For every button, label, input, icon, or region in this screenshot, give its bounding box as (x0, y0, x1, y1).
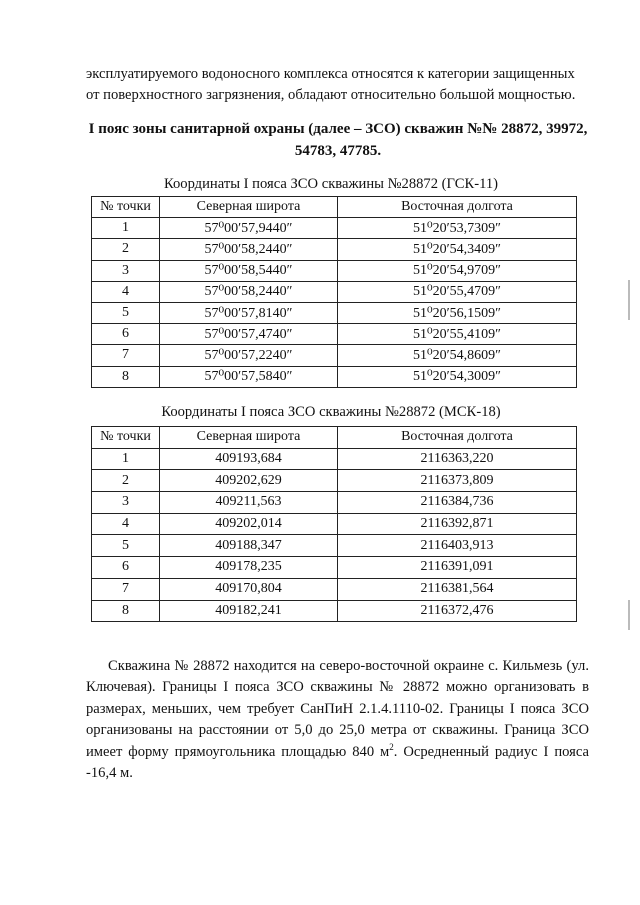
point-number-cell: 6 (92, 557, 160, 579)
longitude-cell: 51⁰20′54,3009″ (338, 366, 577, 387)
coordinates-table-msk18 (91, 426, 577, 622)
paragraph-text: Скважина № 28872 находится на северо-восточной окраине с. Кильмезь (ул. Ключевая). Границы I пояса ЗСО скважины № 28872 можно организовать в размерах, меньших, чем требует СанПиН 2.1.4.1110-02. Границы I пояса ЗСО организованы на расстоянии от 5,0 до 25,0 метра от скважины. Граница ЗСО имеет форму прямоугольника площадью 840 м (86, 658, 589, 760)
table-row (92, 260, 577, 281)
longitude-cell: 51⁰20′53,7309″ (338, 218, 577, 239)
latitude-cell: 57⁰00′57,2240″ (160, 345, 338, 366)
table-row (92, 345, 577, 366)
table-row (92, 557, 577, 579)
longitude-cell: 2116391,091 (338, 557, 577, 579)
table-row (92, 513, 577, 535)
point-number-cell: 1 (92, 218, 160, 239)
point-number-cell: 2 (92, 239, 160, 260)
latitude-cell: 57⁰00′57,8140″ (160, 302, 338, 323)
point-number-cell: 3 (92, 260, 160, 281)
latitude-cell: 57⁰00′58,5440″ (160, 260, 338, 281)
table-row (92, 324, 577, 345)
point-number-cell: 8 (92, 366, 160, 387)
longitude-cell: 51⁰20′55,4109″ (338, 324, 577, 345)
latitude-cell: 57⁰00′58,2440″ (160, 239, 338, 260)
latitude-cell: 57⁰00′57,5840″ (160, 366, 338, 387)
table-row (92, 281, 577, 302)
table-row (92, 600, 577, 622)
header-point-number: № точки (92, 197, 160, 218)
point-number-cell: 5 (92, 535, 160, 557)
latitude-cell: 409178,235 (160, 557, 338, 579)
table2-caption: Координаты I пояса ЗСО скважины №28872 (МСК-18) (161, 404, 501, 420)
point-number-cell: 2 (92, 470, 160, 492)
table-row (92, 535, 577, 557)
longitude-cell: 2116392,871 (338, 513, 577, 535)
longitude-cell: 51⁰20′54,9709″ (338, 260, 577, 281)
latitude-cell: 409193,684 (160, 448, 338, 470)
point-number-cell: 7 (92, 345, 160, 366)
longitude-cell: 2116372,476 (338, 600, 577, 622)
longitude-cell: 51⁰20′54,3409″ (338, 239, 577, 260)
header-point-number: № точки (92, 427, 160, 449)
section-heading: I пояс зоны санитарной охраны (далее – ЗСО) скважин №№ 28872, 39972, 54783, 47785. (88, 121, 588, 159)
point-number-cell: 8 (92, 600, 160, 622)
point-number-cell: 3 (92, 492, 160, 514)
point-number-cell: 7 (92, 578, 160, 600)
table1-caption: Координаты I пояса ЗСО скважины №28872 (ГСК-11) (163, 176, 499, 192)
table-header-row (92, 427, 577, 449)
intro-paragraph: эксплуатируемого водоносного комплекса относятся к категории защищенных от поверхностного загрязнения, обладают относительно большой мощностью. (86, 66, 576, 103)
longitude-cell: 2116381,564 (338, 578, 577, 600)
latitude-cell: 409202,629 (160, 470, 338, 492)
header-east-longitude: Восточная долгота (338, 197, 577, 218)
well-description-paragraph (86, 656, 589, 784)
table-row (92, 470, 577, 492)
longitude-cell: 2116363,220 (338, 448, 577, 470)
point-number-cell: 5 (92, 302, 160, 323)
longitude-cell: 51⁰20′55,4709″ (338, 281, 577, 302)
point-number-cell: 4 (92, 513, 160, 535)
latitude-cell: 57⁰00′57,9440″ (160, 218, 338, 239)
latitude-cell: 57⁰00′57,4740″ (160, 324, 338, 345)
table-row (92, 448, 577, 470)
latitude-cell: 409188,347 (160, 535, 338, 557)
table-row (92, 302, 577, 323)
table-row (92, 239, 577, 260)
area-unit-superscript: 2 (389, 741, 394, 752)
header-north-latitude: Северная широта (160, 427, 338, 449)
longitude-cell: 51⁰20′56,1509″ (338, 302, 577, 323)
latitude-cell: 57⁰00′58,2440″ (160, 281, 338, 302)
scan-margin-mark (628, 280, 630, 320)
latitude-cell: 409211,563 (160, 492, 338, 514)
paragraph-text-end: . Осредненный радиус I пояса -16,4 м. (86, 743, 589, 782)
point-number-cell: 6 (92, 324, 160, 345)
table-row (92, 492, 577, 514)
table-header-row (92, 197, 577, 218)
table-row (92, 218, 577, 239)
point-number-cell: 4 (92, 281, 160, 302)
latitude-cell: 409182,241 (160, 600, 338, 622)
longitude-cell: 2116373,809 (338, 470, 577, 492)
table-row (92, 578, 577, 600)
latitude-cell: 409202,014 (160, 513, 338, 535)
header-east-longitude: Восточная долгота (338, 427, 577, 449)
point-number-cell: 1 (92, 448, 160, 470)
scan-margin-mark (628, 600, 630, 630)
longitude-cell: 51⁰20′54,8609″ (338, 345, 577, 366)
table-row (92, 366, 577, 387)
longitude-cell: 2116384,736 (338, 492, 577, 514)
coordinates-table-gsk11 (91, 196, 577, 388)
latitude-cell: 409170,804 (160, 578, 338, 600)
longitude-cell: 2116403,913 (338, 535, 577, 557)
header-north-latitude: Северная широта (160, 197, 338, 218)
